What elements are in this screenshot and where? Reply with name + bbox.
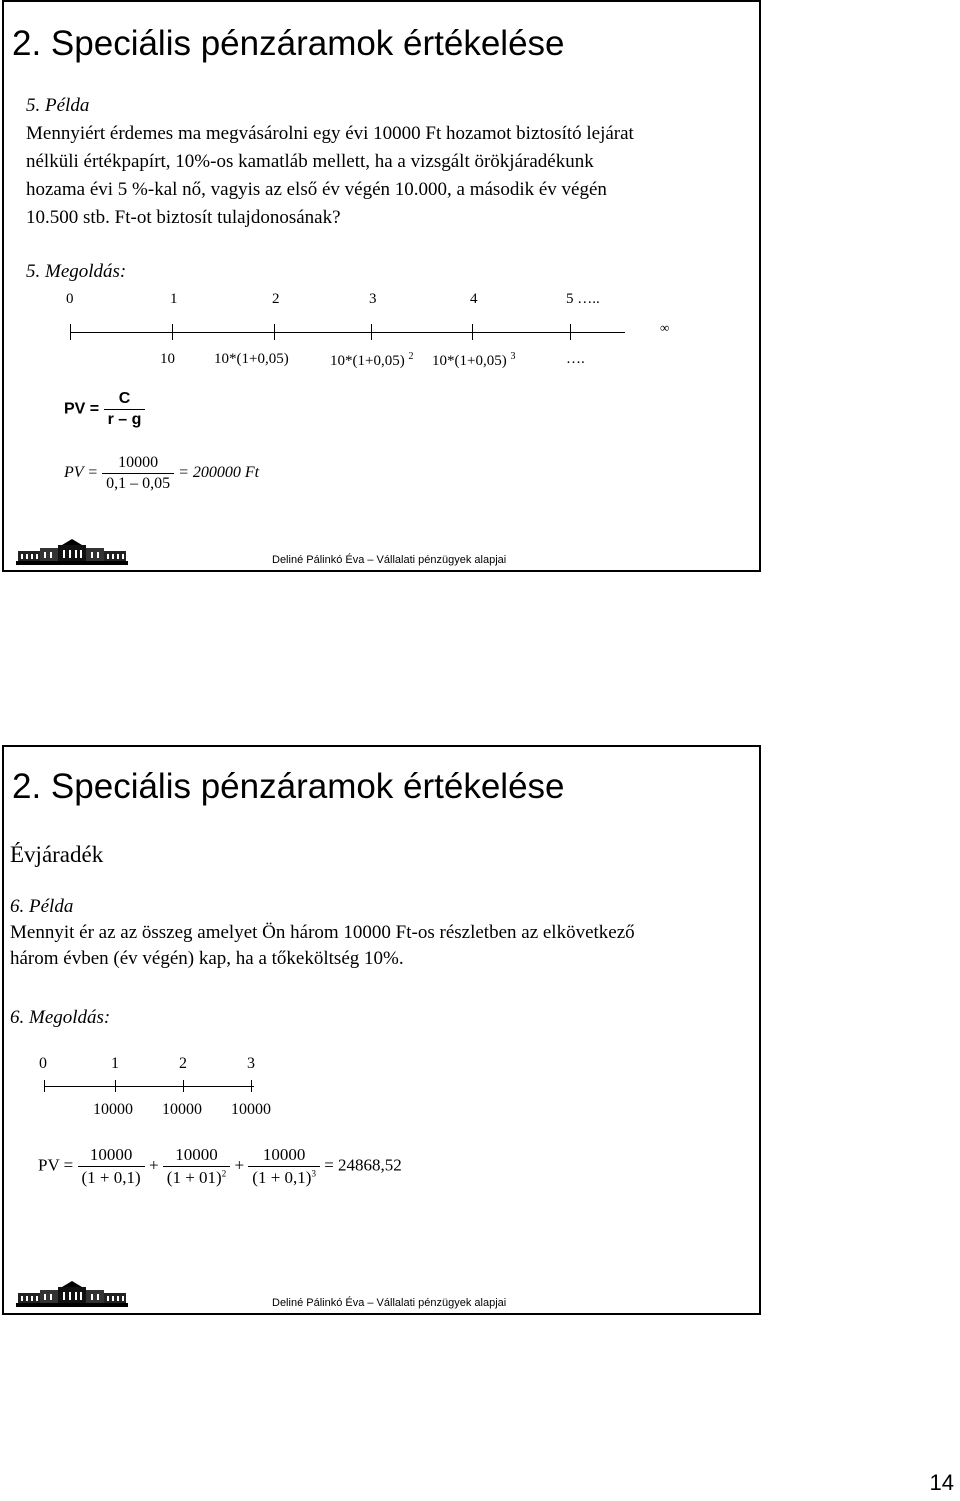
footer-text: Deliné Pálinkó Éva – Vállalati pénzügyek alapjai (272, 554, 507, 566)
slide-title: 2. Speciális pénzáramok értékelése (12, 24, 565, 63)
formula-denominator: (1 + 0,1) (81, 1168, 141, 1187)
formula-term (78, 1145, 145, 1188)
cashflow-ellipsis: …. (566, 351, 585, 367)
formula-lhs: PV = (64, 464, 99, 482)
problem-line: 10.500 stb. Ft-ot biztosít tulajdonosának? (26, 207, 341, 228)
example-label: 6. Példa (10, 896, 74, 917)
problem-line: hozama évi 5 %-kal nő, vagyis az első év végén 10.000, a második év végén (26, 179, 607, 200)
cashflow-label: 10000 (162, 1101, 202, 1118)
timeline-tick (183, 1080, 184, 1092)
annuity-pv-formula (38, 1145, 402, 1188)
formula-numerator: C (104, 390, 146, 410)
period-label: 5 ….. (566, 291, 600, 307)
timeline-tick (371, 324, 372, 340)
formula-term (163, 1145, 230, 1188)
solution-label: 6. Megoldás: (10, 1007, 111, 1028)
formula-lhs: PV = (38, 1155, 74, 1175)
cashflow-label: 10000 (93, 1101, 133, 1118)
formula-fraction (102, 454, 174, 493)
problem-line: nélküli értékpapírt, 10%-os kamatláb mellett, ha a vizsgált örökjáradékunk (26, 151, 594, 172)
formula-lhs: PV = (64, 400, 100, 418)
footer-text: Deliné Pálinkó Éva – Vállalati pénzügyek alapjai (272, 1297, 507, 1309)
period-label: 4 (470, 291, 478, 307)
timeline-axis (70, 332, 625, 333)
timeline-tick (115, 1080, 116, 1092)
timeline-tick (44, 1080, 45, 1092)
period-label: 0 (66, 291, 74, 307)
slide-subtitle: Évjáradék (10, 842, 104, 867)
timeline-tick (172, 324, 173, 340)
problem-line: három évben (év végén) kap, ha a tőkeköltség 10%. (10, 948, 404, 969)
formula-denominator: 0,1 – 0,05 (106, 475, 171, 492)
problem-line: Mennyiért érdemes ma megvásárolni egy évi 10000 Ft hozamot biztosító lejárat (26, 123, 634, 144)
timeline-tick (274, 324, 275, 340)
cashflow-exponent: 2 (408, 351, 414, 362)
formula-fraction (104, 390, 146, 429)
period-label: 0 (39, 1055, 47, 1072)
plus-sign: + (148, 1155, 159, 1175)
problem-line: Mennyit ér az az összeg amelyet Ön három 10000 Ft-os részletben az elkövetkező (10, 922, 635, 943)
exponent: 2 (221, 1168, 227, 1179)
timeline-tick (570, 324, 571, 340)
cashflow-label: 10000 (231, 1101, 271, 1118)
formula-numerator: 10000 (102, 454, 174, 474)
cashflow-base: 10*(1+0,05) (432, 353, 507, 369)
formula-denominator (163, 1167, 230, 1188)
infinity-symbol: ∞ (660, 320, 670, 335)
timeline-tick (251, 1080, 252, 1092)
period-label: 2 (272, 291, 280, 307)
period-label: 2 (179, 1055, 187, 1072)
period-label: 1 (170, 291, 178, 307)
exponent: 3 (311, 1168, 316, 1179)
cashflow-label: 10*(1+0,05) (214, 351, 289, 367)
university-building-logo (16, 1280, 128, 1308)
timeline-axis (44, 1086, 254, 1087)
period-label: 3 (247, 1055, 255, 1072)
denominator-base: (1 + 01) (166, 1168, 222, 1187)
formula-denominator: r – g (107, 411, 142, 428)
cashflow-exponent: 3 (510, 351, 516, 362)
formula-denominator (248, 1167, 320, 1188)
formula-numerator: 10000 (163, 1145, 230, 1167)
plus-sign: + (234, 1155, 245, 1175)
formula-numerator: 10000 (248, 1145, 320, 1167)
period-label: 1 (111, 1055, 119, 1072)
solution-label: 5. Megoldás: (26, 261, 127, 282)
slide-1 (2, 0, 761, 572)
period-label: 3 (369, 291, 377, 307)
denominator-base: (1 + 0,1) (252, 1168, 312, 1187)
growing-perpetuity-formula (64, 390, 145, 429)
cashflow-label (330, 351, 413, 370)
formula-term (248, 1145, 320, 1188)
formula-numerator: 10000 (78, 1145, 145, 1167)
slide-2 (2, 745, 761, 1315)
formula-result: = 24868,52 (324, 1155, 402, 1175)
formula-result: = 200000 Ft (178, 464, 260, 482)
timeline-tick (472, 324, 473, 340)
page-number: 14 (929, 1470, 954, 1495)
slide-title: 2. Speciális pénzáramok értékelése (12, 767, 565, 806)
timeline-tick (70, 324, 71, 340)
pv-calculation (64, 454, 259, 493)
example-label: 5. Példa (26, 95, 90, 116)
university-building-logo (16, 538, 128, 566)
cashflow-label: 10 (160, 351, 175, 367)
cashflow-label (432, 351, 515, 370)
cashflow-base: 10*(1+0,05) (330, 353, 405, 369)
